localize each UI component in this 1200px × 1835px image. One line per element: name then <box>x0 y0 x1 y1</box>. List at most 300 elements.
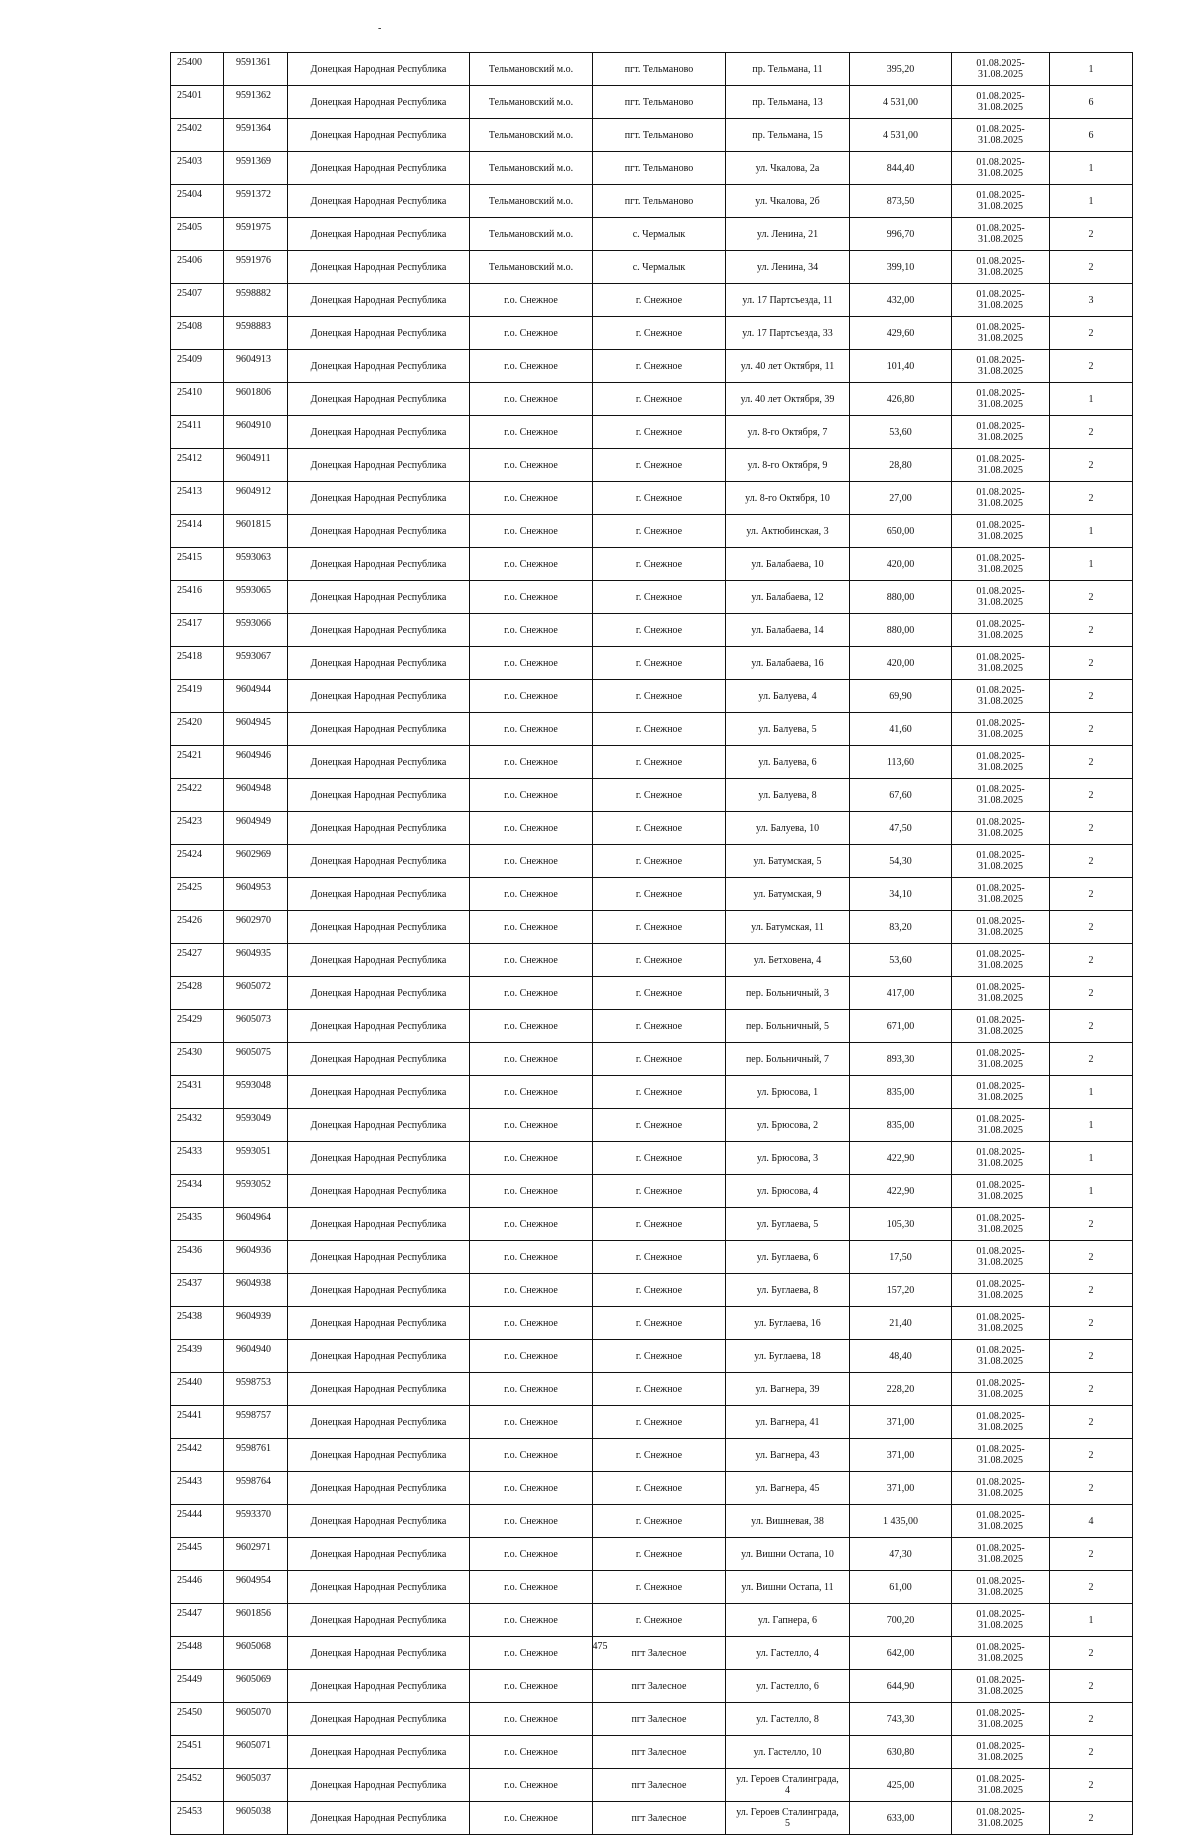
area-cell <box>850 878 952 911</box>
area-text: 420,00 <box>886 558 915 570</box>
count-text: 2 <box>1088 1317 1094 1329</box>
object-id-cell <box>224 548 288 581</box>
count-cell <box>1050 746 1133 779</box>
settlement-text: г. Снежное <box>635 1515 683 1527</box>
record-number-cell <box>171 1769 224 1802</box>
settlement-cell <box>593 383 726 416</box>
record-number-text: 25424 <box>177 849 202 860</box>
address-text: ул. 8-го Октября, 7 <box>747 426 828 438</box>
municipality-cell <box>470 812 593 845</box>
period-cell <box>952 152 1050 185</box>
address-cell <box>726 1505 850 1538</box>
object-id-text: 9605073 <box>236 1014 271 1025</box>
object-id-cell <box>224 911 288 944</box>
period-cell <box>952 812 1050 845</box>
table-row <box>171 647 1133 680</box>
table-row <box>171 1571 1133 1604</box>
municipality-text: г.о. Снежное <box>504 1449 558 1461</box>
municipality-text: г.о. Снежное <box>504 459 558 471</box>
object-id-cell <box>224 1769 288 1802</box>
address-text: ул. Вагнера, 43 <box>755 1449 820 1461</box>
table-row <box>171 746 1133 779</box>
address-text: ул. Брюсова, 3 <box>756 1152 819 1164</box>
settlement-text: г. Снежное <box>635 1152 683 1164</box>
municipality-cell <box>470 845 593 878</box>
period-cell <box>952 1604 1050 1637</box>
address-text: пр. Тельмана, 15 <box>752 129 823 141</box>
object-id-cell <box>224 1274 288 1307</box>
count-cell <box>1050 1769 1133 1802</box>
municipality-text: г.о. Снежное <box>504 1185 558 1197</box>
period-text: 01.08.2025- <box>976 289 1025 300</box>
period-text: 01.08.2025- <box>976 91 1025 102</box>
record-number-text: 25422 <box>177 783 202 794</box>
count-cell <box>1050 1505 1133 1538</box>
area-text: 371,00 <box>886 1416 915 1428</box>
object-id-cell <box>224 1736 288 1769</box>
record-number-text: 25427 <box>177 948 202 959</box>
region-text: Донецкая Народная Республика <box>310 558 447 570</box>
address-cell <box>726 218 850 251</box>
record-number-cell <box>171 911 224 944</box>
count-cell <box>1050 713 1133 746</box>
region-text: Донецкая Народная Республика <box>310 195 447 207</box>
record-number-text: 25425 <box>177 882 202 893</box>
region-text: Донецкая Народная Республика <box>310 1152 447 1164</box>
table-row <box>171 944 1133 977</box>
area-cell <box>850 1208 952 1241</box>
period-text: 01.08.2025- <box>976 1741 1025 1752</box>
area-text: 422,90 <box>886 1185 915 1197</box>
area-text: 21,40 <box>889 1317 912 1329</box>
count-text: 4 <box>1088 1515 1094 1527</box>
settlement-text: г. Снежное <box>635 1119 683 1131</box>
settlement-text: г. Снежное <box>635 888 683 900</box>
count-cell <box>1050 845 1133 878</box>
area-cell <box>850 911 952 944</box>
object-id-text: 9598883 <box>236 321 271 332</box>
table-row <box>171 1670 1133 1703</box>
record-number-text: 25445 <box>177 1542 202 1553</box>
area-text: 157,20 <box>886 1284 915 1296</box>
municipality-text: г.о. Снежное <box>504 558 558 570</box>
period-cell <box>952 1769 1050 1802</box>
period-text: 31.08.2025 <box>978 795 1023 806</box>
count-cell <box>1050 812 1133 845</box>
settlement-cell <box>593 1571 726 1604</box>
region-cell <box>288 1373 470 1406</box>
region-text: Донецкая Народная Республика <box>310 1581 447 1593</box>
record-number-text: 25440 <box>177 1377 202 1388</box>
area-cell <box>850 1010 952 1043</box>
area-text: 28,80 <box>889 459 912 471</box>
area-text: 101,40 <box>886 360 915 372</box>
object-id-cell <box>224 1670 288 1703</box>
period-text: 31.08.2025 <box>978 564 1023 575</box>
object-id-cell <box>224 977 288 1010</box>
period-text: 31.08.2025 <box>978 498 1023 509</box>
address-cell <box>726 1703 850 1736</box>
object-id-text: 9602969 <box>236 849 271 860</box>
municipality-text: Тельмановский м.о. <box>488 162 574 174</box>
period-text: 31.08.2025 <box>978 201 1023 212</box>
period-cell <box>952 1571 1050 1604</box>
record-number-cell <box>171 1109 224 1142</box>
record-number-text: 25410 <box>177 387 202 398</box>
municipality-cell <box>470 779 593 812</box>
period-text: 01.08.2025- <box>976 388 1025 399</box>
period-text: 31.08.2025 <box>978 1488 1023 1499</box>
period-text: 01.08.2025- <box>976 520 1025 531</box>
area-text: 27,00 <box>889 492 912 504</box>
area-text: 425,00 <box>886 1779 915 1791</box>
period-cell <box>952 1175 1050 1208</box>
count-text: 2 <box>1088 1020 1094 1032</box>
period-cell <box>952 713 1050 746</box>
record-number-cell <box>171 515 224 548</box>
area-text: 34,10 <box>889 888 912 900</box>
count-cell <box>1050 1076 1133 1109</box>
region-text: Донецкая Народная Республика <box>310 954 447 966</box>
period-cell <box>952 251 1050 284</box>
area-cell <box>850 350 952 383</box>
region-cell <box>288 317 470 350</box>
area-cell <box>850 152 952 185</box>
address-text: 5 <box>785 1818 790 1829</box>
record-number-cell <box>171 713 224 746</box>
region-cell <box>288 284 470 317</box>
region-cell <box>288 1142 470 1175</box>
region-text: Донецкая Народная Республика <box>310 987 447 999</box>
period-cell <box>952 977 1050 1010</box>
table-row <box>171 218 1133 251</box>
address-cell <box>726 53 850 86</box>
settlement-cell <box>593 746 726 779</box>
table-row <box>171 1472 1133 1505</box>
region-cell <box>288 119 470 152</box>
address-cell <box>726 1274 850 1307</box>
count-text: 2 <box>1088 657 1094 669</box>
record-number-text: 25429 <box>177 1014 202 1025</box>
region-cell <box>288 548 470 581</box>
record-number-cell <box>171 152 224 185</box>
table-row <box>171 977 1133 1010</box>
period-text: 01.08.2025- <box>976 586 1025 597</box>
object-id-cell <box>224 218 288 251</box>
area-cell <box>850 284 952 317</box>
period-text: 31.08.2025 <box>978 366 1023 377</box>
address-text: пер. Больничный, 3 <box>745 987 830 999</box>
record-number-text: 25426 <box>177 915 202 926</box>
region-text: Донецкая Народная Республика <box>310 360 447 372</box>
record-number-text: 25417 <box>177 618 202 629</box>
settlement-text: г. Снежное <box>635 789 683 801</box>
period-text: 01.08.2025- <box>976 982 1025 993</box>
record-number-text: 25421 <box>177 750 202 761</box>
region-text: Донецкая Народная Республика <box>310 1251 447 1263</box>
settlement-text: г. Снежное <box>635 1218 683 1230</box>
period-text: 01.08.2025- <box>976 1114 1025 1125</box>
object-id-text: 9604953 <box>236 882 271 893</box>
count-text: 1 <box>1088 525 1094 537</box>
region-cell <box>288 1241 470 1274</box>
region-cell <box>288 1340 470 1373</box>
record-number-text: 25436 <box>177 1245 202 1256</box>
object-id-cell <box>224 1571 288 1604</box>
period-text: 01.08.2025- <box>976 1477 1025 1488</box>
period-cell <box>952 1340 1050 1373</box>
region-text: Донецкая Народная Республика <box>310 1482 447 1494</box>
region-text: Донецкая Народная Республика <box>310 426 447 438</box>
municipality-cell <box>470 1439 593 1472</box>
address-cell <box>726 911 850 944</box>
address-cell <box>726 746 850 779</box>
address-text: ул. Буглаева, 18 <box>754 1350 821 1362</box>
table-row <box>171 53 1133 86</box>
region-text: Донецкая Народная Республика <box>310 1779 447 1791</box>
settlement-cell <box>593 548 726 581</box>
municipality-text: Тельмановский м.о. <box>488 195 574 207</box>
object-id-cell <box>224 449 288 482</box>
record-number-cell <box>171 1340 224 1373</box>
period-cell <box>952 911 1050 944</box>
region-cell <box>288 1703 470 1736</box>
region-text: Донецкая Народная Республика <box>310 888 447 900</box>
settlement-text: г. Снежное <box>635 657 683 669</box>
count-cell <box>1050 1670 1133 1703</box>
object-id-cell <box>224 680 288 713</box>
region-cell <box>288 1670 470 1703</box>
municipality-cell <box>470 1373 593 1406</box>
municipality-cell <box>470 680 593 713</box>
area-text: 630,80 <box>886 1746 915 1758</box>
area-text: 48,40 <box>889 1350 912 1362</box>
area-text: 880,00 <box>886 591 915 603</box>
area-text: 69,90 <box>889 690 912 702</box>
object-id-cell <box>224 1208 288 1241</box>
period-text: 31.08.2025 <box>978 1554 1023 1565</box>
region-cell <box>288 1472 470 1505</box>
municipality-cell <box>470 86 593 119</box>
settlement-cell <box>593 1142 726 1175</box>
count-cell <box>1050 614 1133 647</box>
municipality-cell <box>470 515 593 548</box>
region-cell <box>288 1769 470 1802</box>
object-id-cell <box>224 251 288 284</box>
period-text: 31.08.2025 <box>978 1686 1023 1697</box>
object-id-text: 9591362 <box>236 90 271 101</box>
period-text: 01.08.2025- <box>976 1609 1025 1620</box>
period-text: 01.08.2025- <box>976 223 1025 234</box>
table-row <box>171 812 1133 845</box>
settlement-cell <box>593 1439 726 1472</box>
record-number-text: 25443 <box>177 1476 202 1487</box>
address-text: ул. Брюсова, 4 <box>756 1185 819 1197</box>
period-text: 31.08.2025 <box>978 135 1023 146</box>
count-text: 1 <box>1088 1152 1094 1164</box>
count-cell <box>1050 383 1133 416</box>
object-id-cell <box>224 1307 288 1340</box>
table-row <box>171 482 1133 515</box>
record-number-text: 25411 <box>177 420 202 431</box>
settlement-cell <box>593 1406 726 1439</box>
region-cell <box>288 53 470 86</box>
region-text: Донецкая Народная Республика <box>310 1317 447 1329</box>
region-text: Донецкая Народная Республика <box>310 657 447 669</box>
period-text: 01.08.2025- <box>976 652 1025 663</box>
address-cell <box>726 1373 850 1406</box>
area-text: 54,30 <box>889 855 912 867</box>
table-row <box>171 1241 1133 1274</box>
table-row <box>171 878 1133 911</box>
object-id-cell <box>224 1439 288 1472</box>
municipality-cell <box>470 746 593 779</box>
settlement-cell <box>593 977 726 1010</box>
record-number-cell <box>171 1274 224 1307</box>
object-id-cell <box>224 86 288 119</box>
area-cell <box>850 1340 952 1373</box>
period-text: 01.08.2025- <box>976 1675 1025 1686</box>
region-cell <box>288 1043 470 1076</box>
count-text: 2 <box>1088 1812 1094 1824</box>
period-text: 01.08.2025- <box>976 685 1025 696</box>
municipality-text: г.о. Снежное <box>504 492 558 504</box>
area-text: 644,90 <box>886 1680 915 1692</box>
area-text: 67,60 <box>889 789 912 801</box>
record-number-text: 25414 <box>177 519 202 530</box>
count-cell <box>1050 1175 1133 1208</box>
address-cell <box>726 779 850 812</box>
period-cell <box>952 350 1050 383</box>
region-text: Донецкая Народная Республика <box>310 1119 447 1131</box>
region-cell <box>288 449 470 482</box>
region-cell <box>288 185 470 218</box>
count-text: 2 <box>1088 855 1094 867</box>
settlement-cell <box>593 416 726 449</box>
settlement-cell <box>593 449 726 482</box>
count-text: 1 <box>1088 1119 1094 1131</box>
area-text: 700,20 <box>886 1614 915 1626</box>
object-id-cell <box>224 1043 288 1076</box>
address-text: ул. Чкалова, 2а <box>755 162 820 174</box>
table-row <box>171 1373 1133 1406</box>
region-cell <box>288 1076 470 1109</box>
period-text: 01.08.2025- <box>976 1807 1025 1818</box>
count-text: 2 <box>1088 1449 1094 1461</box>
period-text: 31.08.2025 <box>978 432 1023 443</box>
settlement-cell <box>593 779 726 812</box>
count-cell <box>1050 647 1133 680</box>
record-number-text: 25449 <box>177 1674 202 1685</box>
record-number-cell <box>171 1373 224 1406</box>
record-number-cell <box>171 1472 224 1505</box>
count-cell <box>1050 152 1133 185</box>
address-cell <box>726 1076 850 1109</box>
count-text: 2 <box>1088 888 1094 900</box>
period-text: 31.08.2025 <box>978 1620 1023 1631</box>
object-id-text: 9598882 <box>236 288 271 299</box>
region-cell <box>288 1571 470 1604</box>
area-cell <box>850 680 952 713</box>
table-row <box>171 614 1133 647</box>
area-cell <box>850 1472 952 1505</box>
settlement-cell <box>593 878 726 911</box>
area-text: 996,70 <box>886 228 915 240</box>
municipality-text: г.о. Снежное <box>504 1680 558 1692</box>
table-row <box>171 1505 1133 1538</box>
area-text: 228,20 <box>886 1383 915 1395</box>
count-text: 2 <box>1088 723 1094 735</box>
address-cell <box>726 1307 850 1340</box>
period-text: 01.08.2025- <box>976 1081 1025 1092</box>
area-cell <box>850 251 952 284</box>
period-text: 01.08.2025- <box>976 1510 1025 1521</box>
period-text: 01.08.2025- <box>976 1774 1025 1785</box>
object-id-cell <box>224 944 288 977</box>
count-cell <box>1050 185 1133 218</box>
count-cell <box>1050 317 1133 350</box>
count-cell <box>1050 284 1133 317</box>
address-text: ул. Балуева, 8 <box>758 789 817 801</box>
period-cell <box>952 1505 1050 1538</box>
period-text: 31.08.2025 <box>978 531 1023 542</box>
record-number-cell <box>171 1604 224 1637</box>
record-number-cell <box>171 119 224 152</box>
record-number-text: 25438 <box>177 1311 202 1322</box>
area-cell <box>850 1373 952 1406</box>
object-id-cell <box>224 581 288 614</box>
area-text: 4 531,00 <box>883 129 918 141</box>
period-cell <box>952 548 1050 581</box>
count-cell <box>1050 251 1133 284</box>
municipality-cell <box>470 1175 593 1208</box>
area-text: 880,00 <box>886 624 915 636</box>
area-cell <box>850 1769 952 1802</box>
settlement-cell <box>593 1043 726 1076</box>
period-cell <box>952 383 1050 416</box>
record-number-text: 25439 <box>177 1344 202 1355</box>
object-id-text: 9604912 <box>236 486 271 497</box>
area-text: 105,30 <box>886 1218 915 1230</box>
area-cell <box>850 1274 952 1307</box>
area-text: 426,80 <box>886 393 915 405</box>
area-text: 420,00 <box>886 657 915 669</box>
settlement-text: пгт. Тельманово <box>624 195 694 207</box>
period-text: 01.08.2025- <box>976 883 1025 894</box>
period-text: 31.08.2025 <box>978 1422 1023 1433</box>
record-number-text: 25428 <box>177 981 202 992</box>
address-cell <box>726 1604 850 1637</box>
table-row <box>171 152 1133 185</box>
region-cell <box>288 911 470 944</box>
table-row <box>171 1043 1133 1076</box>
area-cell <box>850 713 952 746</box>
region-text: Донецкая Народная Республика <box>310 1020 447 1032</box>
count-text: 2 <box>1088 1779 1094 1791</box>
region-cell <box>288 1208 470 1241</box>
record-number-cell <box>171 1010 224 1043</box>
area-text: 53,60 <box>889 426 912 438</box>
region-text: Донецкая Народная Республика <box>310 63 447 75</box>
object-id-cell <box>224 779 288 812</box>
area-cell <box>850 1109 952 1142</box>
period-text: 31.08.2025 <box>978 1125 1023 1136</box>
count-cell <box>1050 1736 1133 1769</box>
settlement-cell <box>593 53 726 86</box>
address-text: ул. Буглаева, 5 <box>756 1218 819 1230</box>
area-cell <box>850 1670 952 1703</box>
record-number-cell <box>171 581 224 614</box>
